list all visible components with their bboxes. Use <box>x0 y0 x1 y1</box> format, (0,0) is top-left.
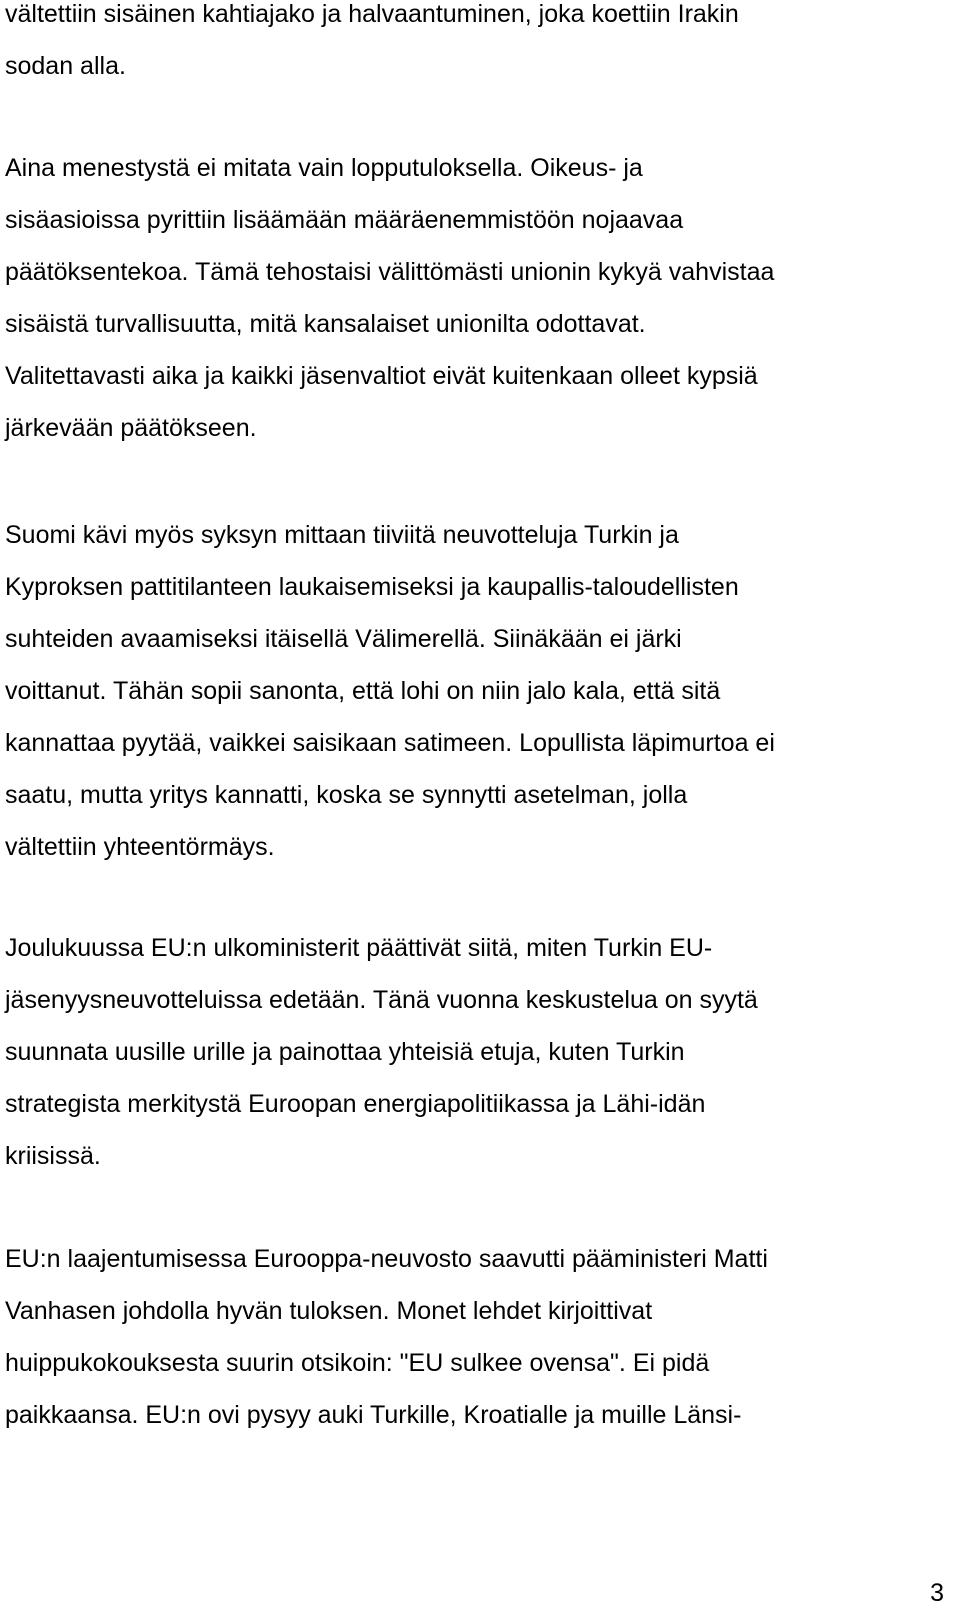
text-line: sisäasioissa pyrittiin lisäämään määräenemmistöön nojaavaa <box>5 206 684 234</box>
text-line: huippukokouksesta suurin otsikoin: "EU sulkee ovensa". Ei pidä <box>5 1349 710 1377</box>
text-line: paikkaansa. EU:n ovi pysyy auki Turkille, Kroatialle ja muille Länsi- <box>5 1401 742 1429</box>
text-line: järkevään päätökseen. <box>5 414 257 442</box>
text-line: päätöksentekoa. Tämä tehostaisi välittömästi unionin kykyä vahvistaa <box>5 258 775 286</box>
text-line: sisäistä turvallisuutta, mitä kansalaiset unionilta odottavat. <box>5 310 646 338</box>
text-line: strategista merkitystä Euroopan energiapolitiikassa ja Lähi-idän <box>5 1090 706 1118</box>
text-line: vältettiin sisäinen kahtiajako ja halvaantuminen, joka koettiin Irakin <box>5 0 739 28</box>
paragraph <box>5 142 945 454</box>
text-line: kriisissä. <box>5 1142 101 1170</box>
text-line: vältettiin yhteentörmäys. <box>5 833 275 861</box>
text-line: Kyproksen pattitilanteen laukaisemiseksi ja kaupallis-taloudellisten <box>5 573 739 601</box>
text-line: suunnata uusille urille ja painottaa yhteisiä etuja, kuten Turkin <box>5 1038 685 1066</box>
text-line: Joulukuussa EU:n ulkoministerit päättivät siitä, miten Turkin EU- <box>5 934 713 962</box>
text-line: Valitettavasti aika ja kaikki jäsenvaltiot eivät kuitenkaan olleet kypsiä <box>5 362 758 390</box>
text-line: Suomi kävi myös syksyn mittaan tiiviitä neuvotteluja Turkin ja <box>5 521 679 549</box>
text-line: Aina menestystä ei mitata vain lopputuloksella. Oikeus- ja <box>5 154 643 182</box>
text-line: saatu, mutta yritys kannatti, koska se synnytti asetelman, jolla <box>5 781 688 809</box>
paragraph <box>5 0 945 92</box>
text-line: kannattaa pyytää, vaikkei saisikaan satimeen. Lopullista läpimurtoa ei <box>5 729 775 757</box>
paragraph <box>5 922 945 1182</box>
paragraph <box>5 1233 945 1441</box>
text-line: suhteiden avaamiseksi itäisellä Välimerellä. Siinäkään ei järki <box>5 625 682 653</box>
text-line: jäsenyysneuvotteluissa edetään. Tänä vuonna keskustelua on syytä <box>5 986 758 1014</box>
text-line: Vanhasen johdolla hyvän tuloksen. Monet lehdet kirjoittivat <box>5 1297 653 1325</box>
text-line: EU:n laajentumisessa Eurooppa-neuvosto saavutti pääministeri Matti <box>5 1245 768 1273</box>
paragraph <box>5 509 945 873</box>
text-line: voittanut. Tähän sopii sanonta, että lohi on niin jalo kala, että sitä <box>5 677 721 705</box>
text-line: sodan alla. <box>5 52 126 80</box>
page-number: 3 <box>930 1579 944 1607</box>
